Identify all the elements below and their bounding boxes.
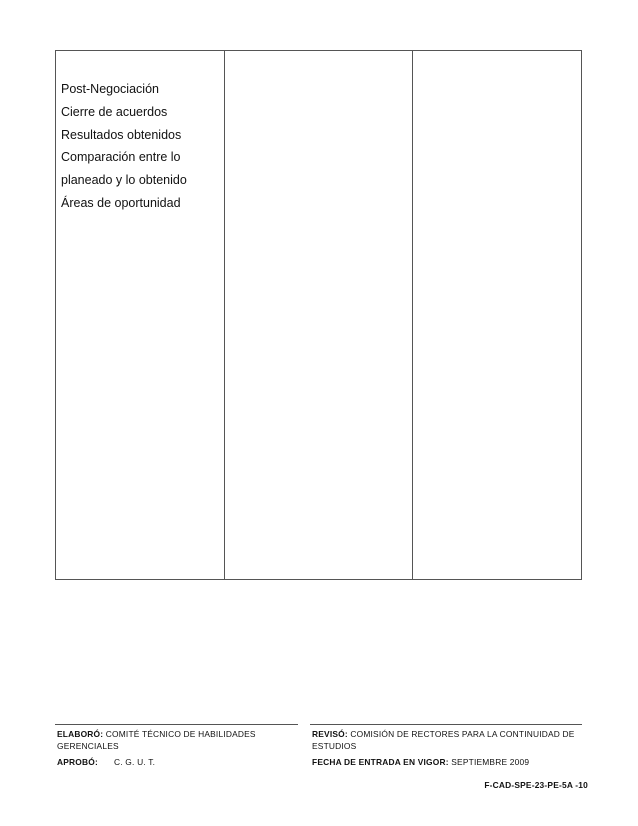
- aprobo-value: C. G. U. T.: [114, 757, 156, 767]
- reviso-label: REVISÓ:: [312, 729, 348, 739]
- table-column-1: [61, 78, 221, 215]
- list-item: Comparación entre lo: [61, 150, 181, 165]
- list-item: Cierre de acuerdos: [61, 104, 168, 119]
- fecha-value: SEPTIEMBRE 2009: [451, 757, 530, 767]
- reviso-field: [312, 729, 584, 752]
- content-table: [55, 50, 582, 580]
- elaboro-value: COMITÉ TÉCNICO DE HABILIDADES GERENCIALES: [57, 729, 256, 751]
- fecha-field: [312, 757, 529, 769]
- aprobo-field: [57, 757, 98, 769]
- elaboro-label: ELABORÓ:: [57, 729, 104, 739]
- aprobo-label: APROBÓ:: [57, 757, 98, 767]
- footer-rule-right: [310, 724, 582, 725]
- fecha-label: FECHA DE ENTRADA EN VIGOR:: [312, 757, 449, 767]
- list-item: Post-Negociación: [61, 82, 159, 96]
- document-code: F-CAD-SPE-23-PE-5A -10: [484, 780, 588, 790]
- list-item: Resultados obtenidos: [61, 127, 182, 142]
- column-divider-2: [412, 51, 413, 579]
- footer-rule-left: [55, 724, 298, 725]
- reviso-value: COMISIÓN DE RECTORES PARA LA CONTINUIDAD DE ESTUDIOS: [312, 729, 575, 751]
- list-item: planeado y lo obtenido: [61, 173, 187, 188]
- elaboro-field: [57, 729, 272, 752]
- column-divider-1: [224, 51, 225, 579]
- list-item: Áreas de oportunidad: [61, 195, 181, 210]
